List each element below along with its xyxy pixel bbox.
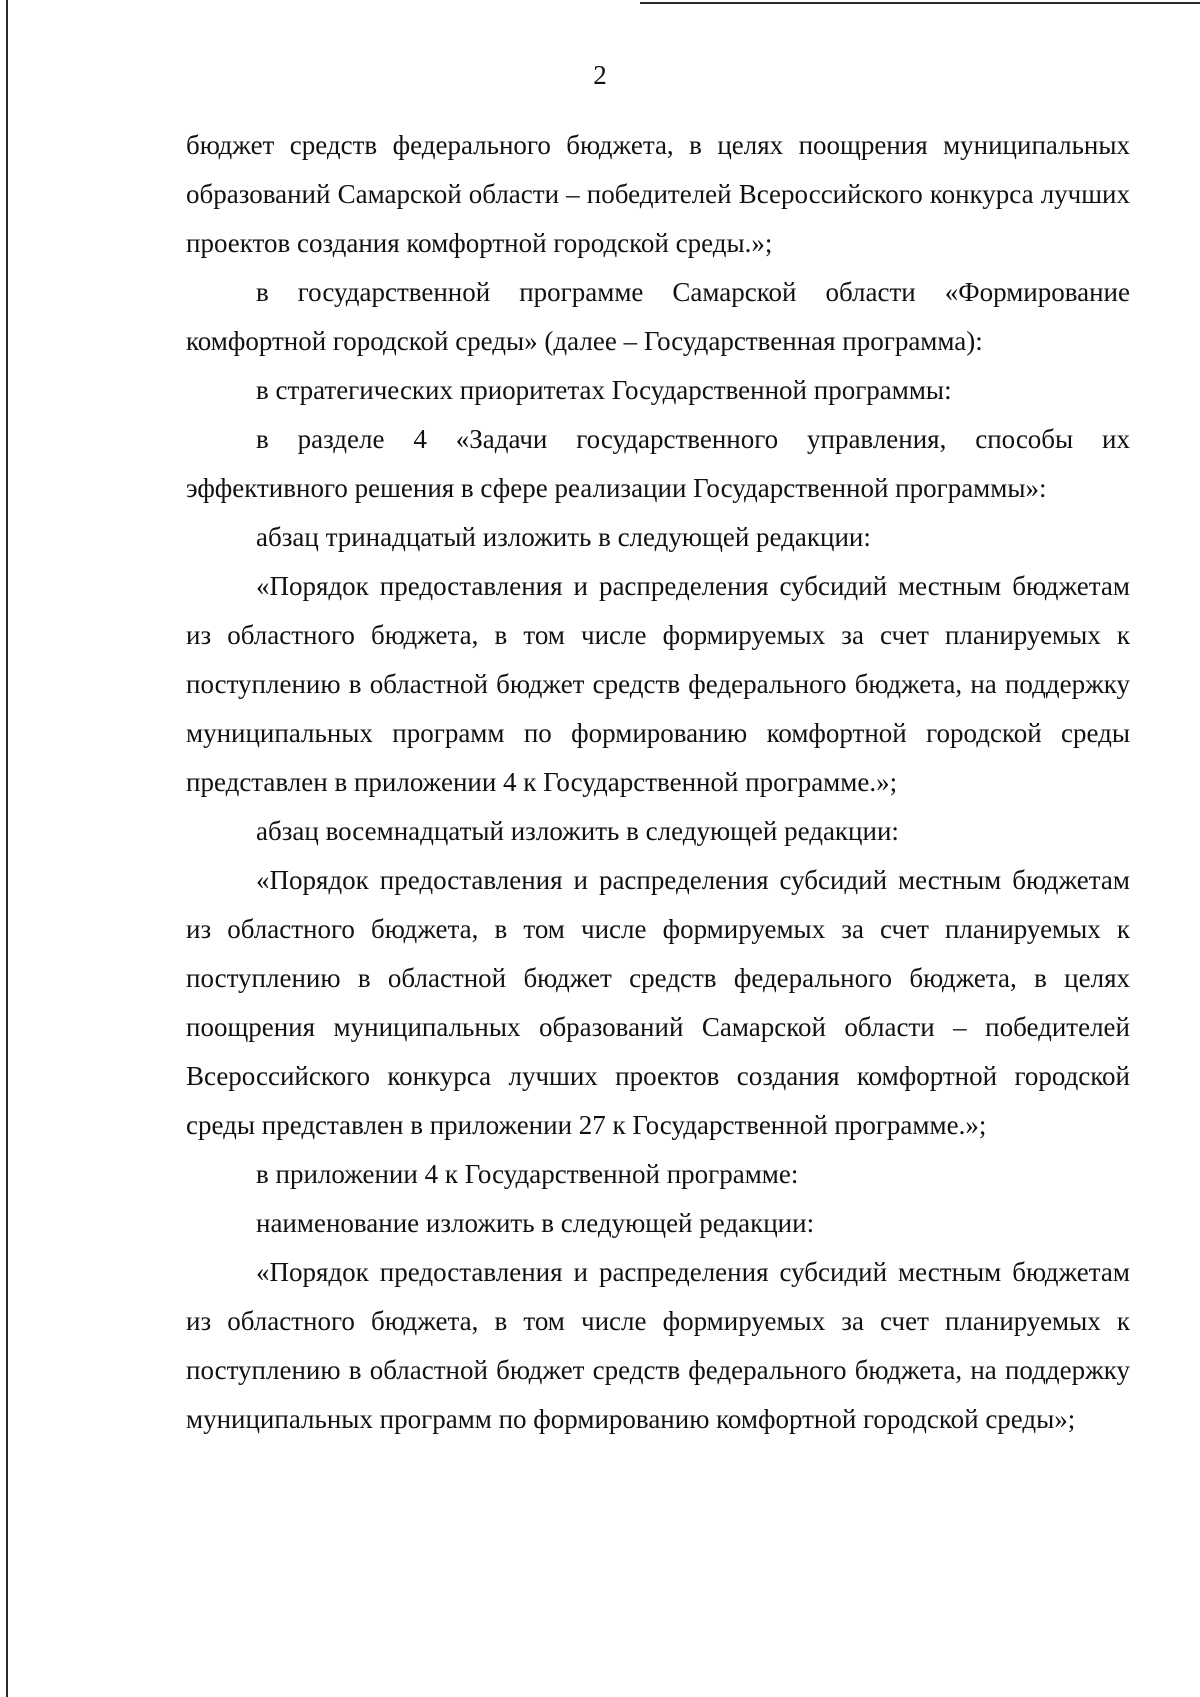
paragraph-thirteenth-clause: абзац тринадцатый изложить в следующей редакции: bbox=[256, 522, 871, 552]
paragraph-name-clause: наименование изложить в следующей редакции: bbox=[256, 1208, 815, 1238]
page-number: 2 bbox=[593, 60, 607, 90]
paragraph-continuation: бюджет средств федерального бюджета, в целях поощрения муниципальных образований Самарской области – победителей Всероссийского конкурса лучших проектов создания комфортной городской среды.»; bbox=[186, 130, 1130, 258]
paragraph-state-program: в государственной программе Самарской области «Формирование комфортной городской среды» (далее – Государственная программа): bbox=[186, 277, 1130, 356]
paragraph-quoted-procedure-2: «Порядок предоставления и распределения субсидий местным бюджетам из областного бюджета, в том числе формируемых за счет планируемых к поступлению в областной бюджет средств федерального бюджета, в целях поощрения муниципальных образований Самарской области – победителей Всероссийского конкурса лучших проектов создания комфортной городской среды представлен в приложении 27 к Государственной программе.»; bbox=[186, 865, 1130, 1140]
paragraph-section-4: в разделе 4 «Задачи государственного управления, способы их эффективного решения в сфере реализации Государственной программы»: bbox=[186, 424, 1130, 503]
paragraph-appendix-4: в приложении 4 к Государственной программе: bbox=[256, 1159, 799, 1189]
scan-edge-top bbox=[640, 2, 1200, 4]
paragraph-strategic-priorities: в стратегических приоритетах Государственной программы: bbox=[256, 375, 952, 405]
paragraph-eighteenth-clause: абзац восемнадцатый изложить в следующей редакции: bbox=[256, 816, 899, 846]
document-body bbox=[186, 121, 1130, 1444]
paragraph-quoted-procedure-1: «Порядок предоставления и распределения субсидий местным бюджетам из областного бюджета, в том числе формируемых за счет планируемых к поступлению в областной бюджет средств федерального бюджета, на поддержку муниципальных программ по формированию комфортной городской среды представлен в приложении 4 к Государственной программе.»; bbox=[186, 571, 1130, 797]
scan-edge-left bbox=[6, 0, 8, 1697]
paragraph-quoted-procedure-3: «Порядок предоставления и распределения субсидий местным бюджетам из областного бюджета, в том числе формируемых за счет планируемых к поступлению в областной бюджет средств федерального бюджета, на поддержку муниципальных программ по формированию комфортной городской среды»; bbox=[186, 1257, 1130, 1434]
